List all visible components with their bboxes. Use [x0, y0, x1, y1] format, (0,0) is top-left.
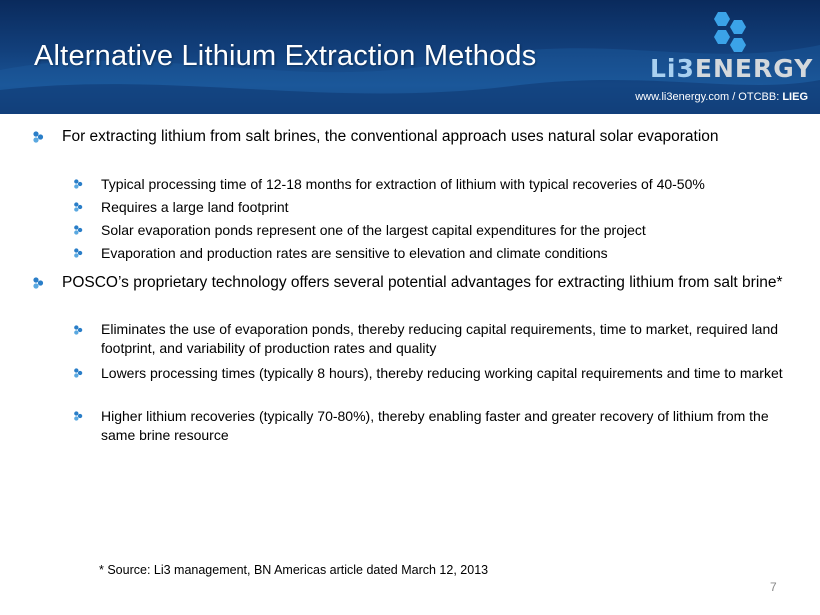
bullet-text: For extracting lithium from salt brines, the conventional approach uses natural solar evaporation: [62, 128, 719, 145]
logo-li: Li: [650, 54, 677, 83]
hexagon-cluster-icon: [706, 10, 756, 54]
header-banner: [0, 0, 820, 114]
sub-bullet-text: Eliminates the use of evaporation ponds, thereby reducing capital requirements, time to market, required land footprint, and variability of production rates and quality: [101, 321, 779, 356]
logo-energy: ENERGY: [694, 54, 814, 83]
source-footnote: * Source: Li3 management, BN Americas article dated March 12, 2013: [99, 563, 489, 577]
sub-bullet-icon: [73, 368, 83, 378]
sub-bullet-text: Higher lithium recoveries (typically 70-80%), thereby enabling faster and greater recovery of lithium from the same brine resource: [101, 408, 769, 443]
page-number: 7: [770, 580, 777, 594]
sub-bullet-icon: [73, 179, 83, 189]
logo-3: 3: [676, 54, 695, 83]
sub-bullet-text: Evaporation and production rates are sensitive to elevation and climate conditions: [101, 245, 608, 261]
li3-energy-logo: [640, 8, 815, 88]
sub-bullet-icon: [73, 325, 83, 335]
bullet-icon: [32, 277, 44, 289]
website-ticker: [635, 91, 808, 103]
sub-bullet-icon: [73, 248, 83, 258]
sub-bullet-icon: [73, 225, 83, 235]
sub-bullet-text: Solar evaporation ponds represent one of the largest capital expenditures for the project: [101, 222, 646, 238]
sub-bullet-text: Requires a large land footprint: [101, 199, 289, 215]
sub-bullet-icon: [73, 411, 83, 421]
sub-bullet-text: Lowers processing times (typically 8 hours), thereby reducing working capital requirements and time to market: [101, 365, 783, 381]
sub-bullet-icon: [73, 202, 83, 212]
bullet-text: POSCO’s proprietary technology offers several potential advantages for extracting lithium from salt brine*: [62, 274, 783, 291]
sub-bullet-text: Typical processing time of 12-18 months for extraction of lithium with typical recoveries of 40-50%: [101, 176, 705, 192]
logo-wordmark: [650, 54, 813, 83]
slide-title: Alternative Lithium Extraction Methods: [34, 40, 537, 72]
website-url: www.li3energy.com / OTCBB:: [635, 91, 783, 103]
bullet-icon: [32, 131, 44, 143]
ticker-symbol: LIEG: [782, 91, 808, 103]
